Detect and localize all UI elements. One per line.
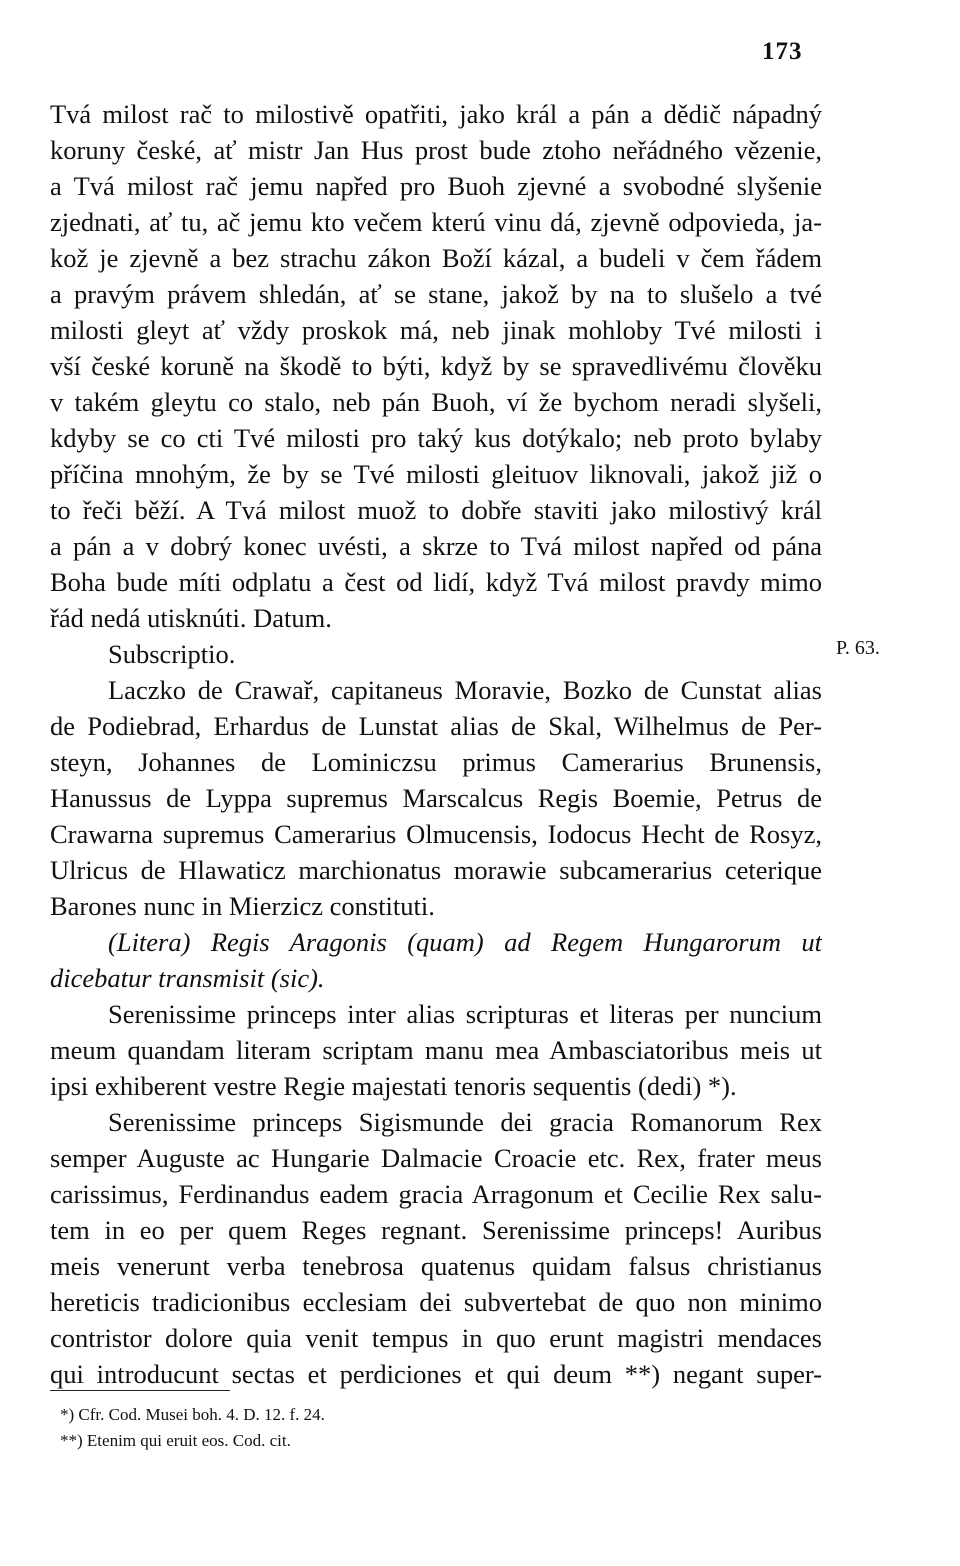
text-line: de Podiebrad, Erhardus de Lunstat alias de Skal, Wilhelmus de Per- <box>50 711 822 741</box>
text-line: carissimus, Ferdinandus eadem gracia Arragonum et Cecilie Rex salu- <box>50 1179 822 1209</box>
text-line: hereticis tradicionibus ecclesiam dei subvertebat de quo non minimo <box>50 1287 822 1317</box>
text-line: zjednati, ať tu, ač jemu kto večem kterú vinu dá, zjevně odpovieda, ja- <box>50 207 822 237</box>
text-line: kož je zjevně a bez strachu zákon Boží kázal, a budeli v čem řádem <box>50 243 822 273</box>
text-line: semper Auguste ac Hungarie Dalmacie Croacie etc. Rex, frater meus <box>50 1143 822 1173</box>
text-line: kdyby se co cti Tvé milosti pro taký kus dotýkalo; neb proto bylaby <box>50 423 822 453</box>
section-heading: (Litera) Regis Aragonis (quam) ad Regem Hungarorum ut <box>108 927 822 957</box>
text-line: koruny české, ať mistr Jan Hus prost bude ztoho neřádného vězenie, <box>50 135 822 165</box>
margin-page-reference: P. 63. <box>836 637 880 659</box>
text-line: ipsi exhiberent vestre Regie majestati tenoris sequentis (dedi) *). <box>50 1071 737 1101</box>
text-line: a Tvá milost rač jemu napřed pro Buoh zjevné a svobodné slyšenie <box>50 171 822 201</box>
text-line: Boha bude míti odplatu a čest od lidí, když Tvá milost pravdy mimo <box>50 567 822 597</box>
text-line: vší české koruně na škodě to býti, když by se spravedlivému člověku <box>50 351 822 381</box>
text-line: milosti gleyt ať vždy proskok má, neb jinak mohloby Tvé milosti i <box>50 315 822 345</box>
text-line: qui introducunt sectas et perdiciones et qui deum **) negant super- <box>50 1359 822 1389</box>
footnote-divider <box>50 1390 230 1391</box>
footnote: **) Etenim qui eruit eos. Cod. cit. <box>60 1431 291 1450</box>
text-line: Ulricus de Hlawaticz marchionatus morawie subcamerarius ceterique <box>50 855 822 885</box>
text-line: tem in eo per quem Reges regnant. Serenissime princeps! Auribus <box>50 1215 822 1245</box>
page-number: 173 <box>762 38 803 65</box>
text-line: Hanussus de Lyppa supremus Marscalcus Regis Boemie, Petrus de <box>50 783 822 813</box>
text-line: steyn, Johannes de Lominiczsu primus Camerarius Brunensis, <box>50 747 822 777</box>
text-line: Serenissime princeps inter alias scripturas et literas per nuncium <box>108 999 822 1029</box>
text-line: Serenissime princeps Sigismunde dei gracia Romanorum Rex <box>108 1107 822 1137</box>
text-line: řád nedá utisknúti. Datum. <box>50 603 332 633</box>
text-line: to řeči běží. A Tvá milost muož to dobře staviti jako milostivý král <box>50 495 822 525</box>
text-line: příčina mnohým, že by se Tvé milosti gleituov liknovali, jakož již o <box>50 459 822 489</box>
text-line: Crawarna supremus Camerarius Olmucensis, Iodocus Hecht de Rosyz, <box>50 819 822 849</box>
text-line: Laczko de Crawař, capitaneus Moravie, Bozko de Cunstat alias <box>108 675 822 705</box>
section-heading-continued: dicebatur transmisit (sic). <box>50 963 325 993</box>
text-line: Tvá milost rač to milostivě opatřiti, jako král a pán a dědič nápadný <box>50 99 822 129</box>
text-line: v takém gleytu co stalo, neb pán Buoh, ví že bychom neradi slyšeli, <box>50 387 822 417</box>
text-line: contristor dolore quia venit tempus in quo erunt magistri mendaces <box>50 1323 822 1353</box>
text-line: a pán a v dobrý konec uvésti, a skrze to Tvá milost napřed od pána <box>50 531 822 561</box>
footnote: *) Cfr. Cod. Musei boh. 4. D. 12. f. 24. <box>60 1405 325 1424</box>
text-line: meum quandam literam scriptam manu mea Ambasciatoribus meis ut <box>50 1035 822 1065</box>
subscriptio-heading: Subscriptio. <box>108 639 236 669</box>
text-line: a pravým právem shledán, ať se stane, jakož by na to slušelo a tvé <box>50 279 822 309</box>
text-line: Barones nunc in Mierzicz constituti. <box>50 891 435 921</box>
text-line: meis venerunt verba tenebrosa quatenus quidam falsus christianus <box>50 1251 822 1281</box>
